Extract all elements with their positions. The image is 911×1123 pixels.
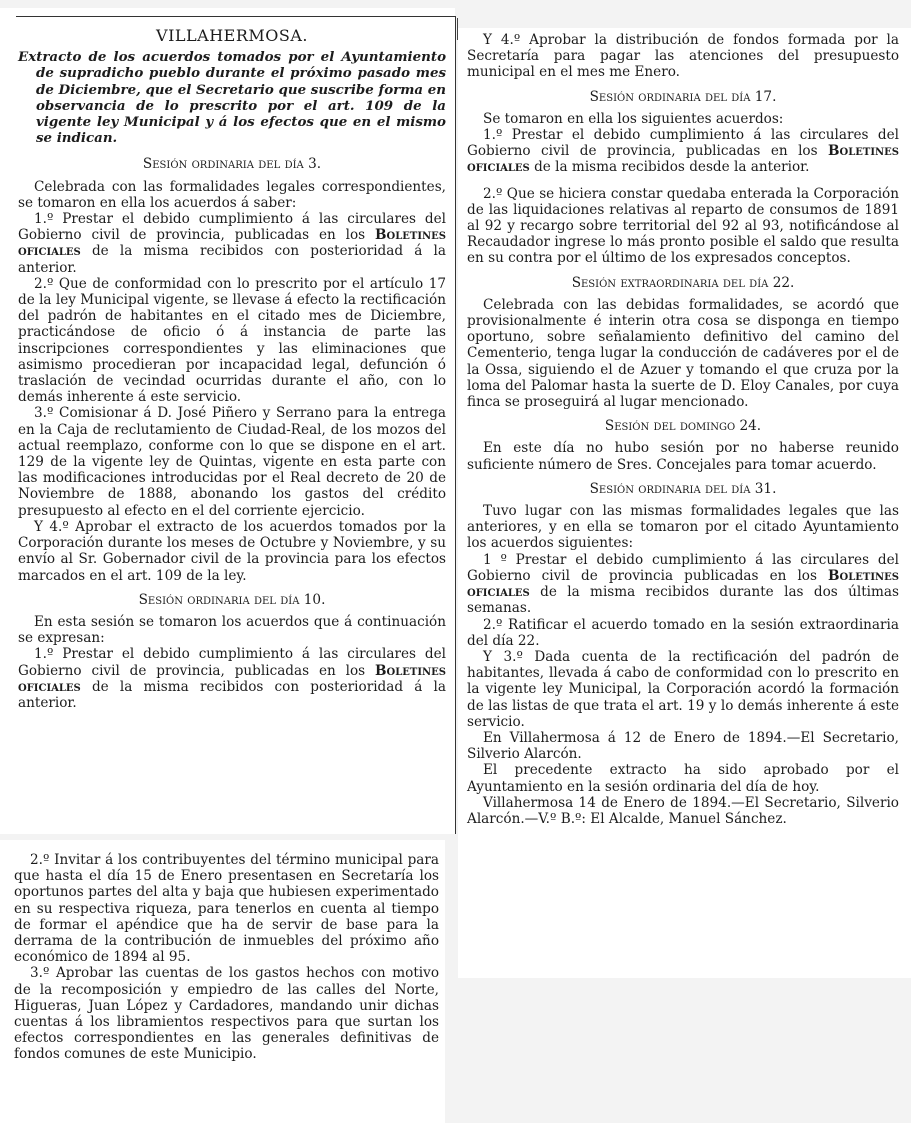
session-10-heading: Sesión ordinaria del día 10. — [138, 591, 326, 608]
session-24-body: En este día no hubo sesión por no haberse reunido suficiente número de Sres. Concejales para tomar acuerdo. — [467, 440, 899, 473]
session-31-item-1-post: de la misma recibidos durante las dos últimas semanas. — [467, 584, 899, 617]
session-31-item-2: 2.º Ratificar el acuerdo tomado en la sesión extraordinaria del día 22. — [467, 616, 899, 649]
session-3-item-1-post: de la misma recibidos con posterioridad á la anterior. — [18, 243, 446, 276]
column-left-bottom — [14, 852, 439, 1063]
document-intro: Extracto de los acuerdos tomados por el Ayuntamiento de supradicho pueblo durante el próximo pasado mes de Diciembre, que el Secretario que suscribe forma en observancia de lo prescrito por el art. 109 de la vigente ley Municipal y á los efectos que en el mismo se indican. — [18, 49, 446, 147]
session-3-heading: Sesión ordinaria del día 3. — [142, 156, 322, 173]
session-17-item-1-boletines: Boletines oficiales — [467, 143, 899, 176]
session-31-opening: Tuvo lugar con las mismas formalidades legales que las anteriores, y en ella se tomaron por el citado Ayuntamiento los acuerdos siguientes: — [467, 503, 899, 552]
session-17-opening: Se tomaron en ella los siguientes acuerdos: — [483, 110, 784, 127]
column-divider-stub — [457, 18, 458, 40]
closing-approval: El precedente extracto ha sido aprobado por el Ayuntamiento en la sesión ordinaria del día de hoy. — [467, 762, 899, 795]
session-10-item-4: Y 4.º Aprobar la distribución de fondos formada por la Secretaría para pagar las atenciones del presupuesto municipal en el mes me Enero. — [467, 32, 899, 81]
session-3-opening: Celebrada con las formalidades legales correspondientes, se tomaron en ella los acuerdos á saber: — [18, 178, 446, 211]
session-17-heading: Sesión ordinaria del día 17. — [589, 88, 777, 105]
session-10-item-2: 2.º Invitar á los contribuyentes del término municipal para que hasta el día 15 de Enero presentasen en Secretaría los oportunos partes del alta y baja que hubiesen experimentado en su respectiva riqueza, para tenerlos en cuenta al tiempo de formar el apéndice que ha de servir de base para la derrama de la contribución de inmuebles del próximo año económico de 1894 al 95. — [14, 852, 439, 966]
session-31-item-1-pre: 1 º Prestar el debido cumplimiento á las circulares del Gobierno civil de provincia publicadas en los — [467, 551, 899, 584]
column-left-top — [18, 26, 446, 711]
session-3-item-4: Y 4.º Aprobar el extracto de los acuerdos tomados por la Corporación durante los meses de Octubre y Noviembre, y su envío al Sr. Gobernador civil de la provincia para los efectos marcados en el art. 109 de la ley. — [18, 518, 446, 584]
closing-signature-1: En Villahermosa á 12 de Enero de 1894.—El Secretario, Silverio Alarcón. — [467, 729, 899, 763]
session-10-item-1-boletines: Boletines oficiales — [18, 662, 446, 695]
session-3-item-2: 2.º Que de conformidad con lo prescrito por el artículo 17 de la ley Municipal vigente, se llevase á efecto la rectificación del padrón de habitantes en el citado mes de Diciembre, practicándose de oficio ó á instancia de parte las inscripciones correspondientes y las eliminaciones que asimismo procedieran por incapacidad legal, defunción ó traslación de vecindad ocurridas durante el año, con lo demás inherente á este servicio. — [18, 275, 446, 406]
session-10-opening: En esta sesión se tomaron los acuerdos que á continuación se expresan: — [18, 613, 446, 647]
session-17-item-1-post: de la misma recibidos desde la anterior. — [529, 159, 810, 176]
closing-signature-2: Villahermosa 14 de Enero de 1894.—El Secretario, Silverio Alarcón.—V.º B.º: El Alcalde, Manuel Sánchez. — [467, 794, 899, 827]
session-17-item-2: 2.º Que se hiciera constar quedaba enterada la Corporación de las liquidaciones relativas al reparto de consumos de 1891 al 92 y recargo sobre territorial del 92 al 93, notificándose al Recaudador ingrese lo más pronto posible el saldo que resulta en su contra por el último de los expresados conceptos. — [467, 185, 899, 267]
session-22-body: Celebrada con las debidas formalidades, se acordó que provisionalmente é interin otra cosa se disponga en tiempo oportuno, sobre señalamiento definitivo del camino del Cementerio, tenga lugar la conducción de cadáveres por el de la Ossa, siguiendo el de Azuer y tomando el que cruza por la loma del Palomar hasta la suerte de D. Eloy Canales, por cuya finca se proseguirá al lugar mencionado. — [467, 296, 899, 411]
session-10-item-1-pre: 1.º Prestar el debido cumplimiento á las circulares del Gobierno civil de provincia, publicadas en los — [18, 646, 446, 679]
session-3-item-1 — [18, 211, 446, 276]
session-10-item-1-post: de la misma recibidos con posterioridad á la anterior. — [18, 678, 446, 711]
session-10-item-1 — [18, 646, 446, 711]
column-divider — [455, 16, 456, 834]
session-3-item-1-pre: 1.º Prestar el debido cumplimiento á las circulares del Gobierno civil de provincia, publicadas en los — [18, 211, 446, 244]
session-31-item-1 — [467, 552, 899, 617]
session-24-heading: Sesión del domingo 24. — [604, 418, 762, 435]
column-right — [467, 32, 899, 827]
session-17-item-1 — [467, 127, 899, 176]
session-31-item-3: Y 3.º Dada cuenta de la rectificación del padrón de habitantes, llevada á cabo de conformidad con lo prescrito en la vigente ley Municipal, la Corporación acordó la formación de las listas de que trata el art. 19 y lo demás inherente á este servicio. — [467, 648, 899, 730]
session-22-heading: Sesión extraordinaria del día 22. — [571, 274, 795, 291]
session-17-item-1-pre: 1.º Prestar el debido cumplimiento á las circulares del Gobierno civil de provincia, publicadas en los — [467, 127, 899, 160]
session-31-heading: Sesión ordinaria del día 31. — [589, 480, 777, 497]
document-title: VILLAHERMOSA. — [156, 26, 308, 45]
top-rule — [16, 16, 456, 17]
session-3-item-3: 3.º Comisionar á D. José Piñero y Serrano para la entrega en la Caja de reclutamiento de Ciudad-Real, de los mozos del actual reemplazo, conforme con lo que se dispone en el art. 129 de la vigente ley de Quintas, vigente en esta parte con las modificaciones introducidas por el Real decreto de 20 de Noviembre de 1888, abonando los gastos del crédito presupuesto al efecto en el del corriente ejercicio. — [18, 405, 446, 519]
session-3-item-1-boletines: Boletines oficiales — [18, 227, 446, 260]
session-10-item-3: 3.º Aprobar las cuentas de los gastos hechos con motivo de la recomposición y empiedro de las calles del Norte, Higueras, Juan López y Cardadores, mandando unir dichas cuentas á los libramientos respectivos para que surtan los efectos correspondientes en las generales definitivas de fondos comunes de este Municipio. — [14, 965, 439, 1063]
session-31-item-1-boletines: Boletines oficiales — [467, 567, 899, 601]
